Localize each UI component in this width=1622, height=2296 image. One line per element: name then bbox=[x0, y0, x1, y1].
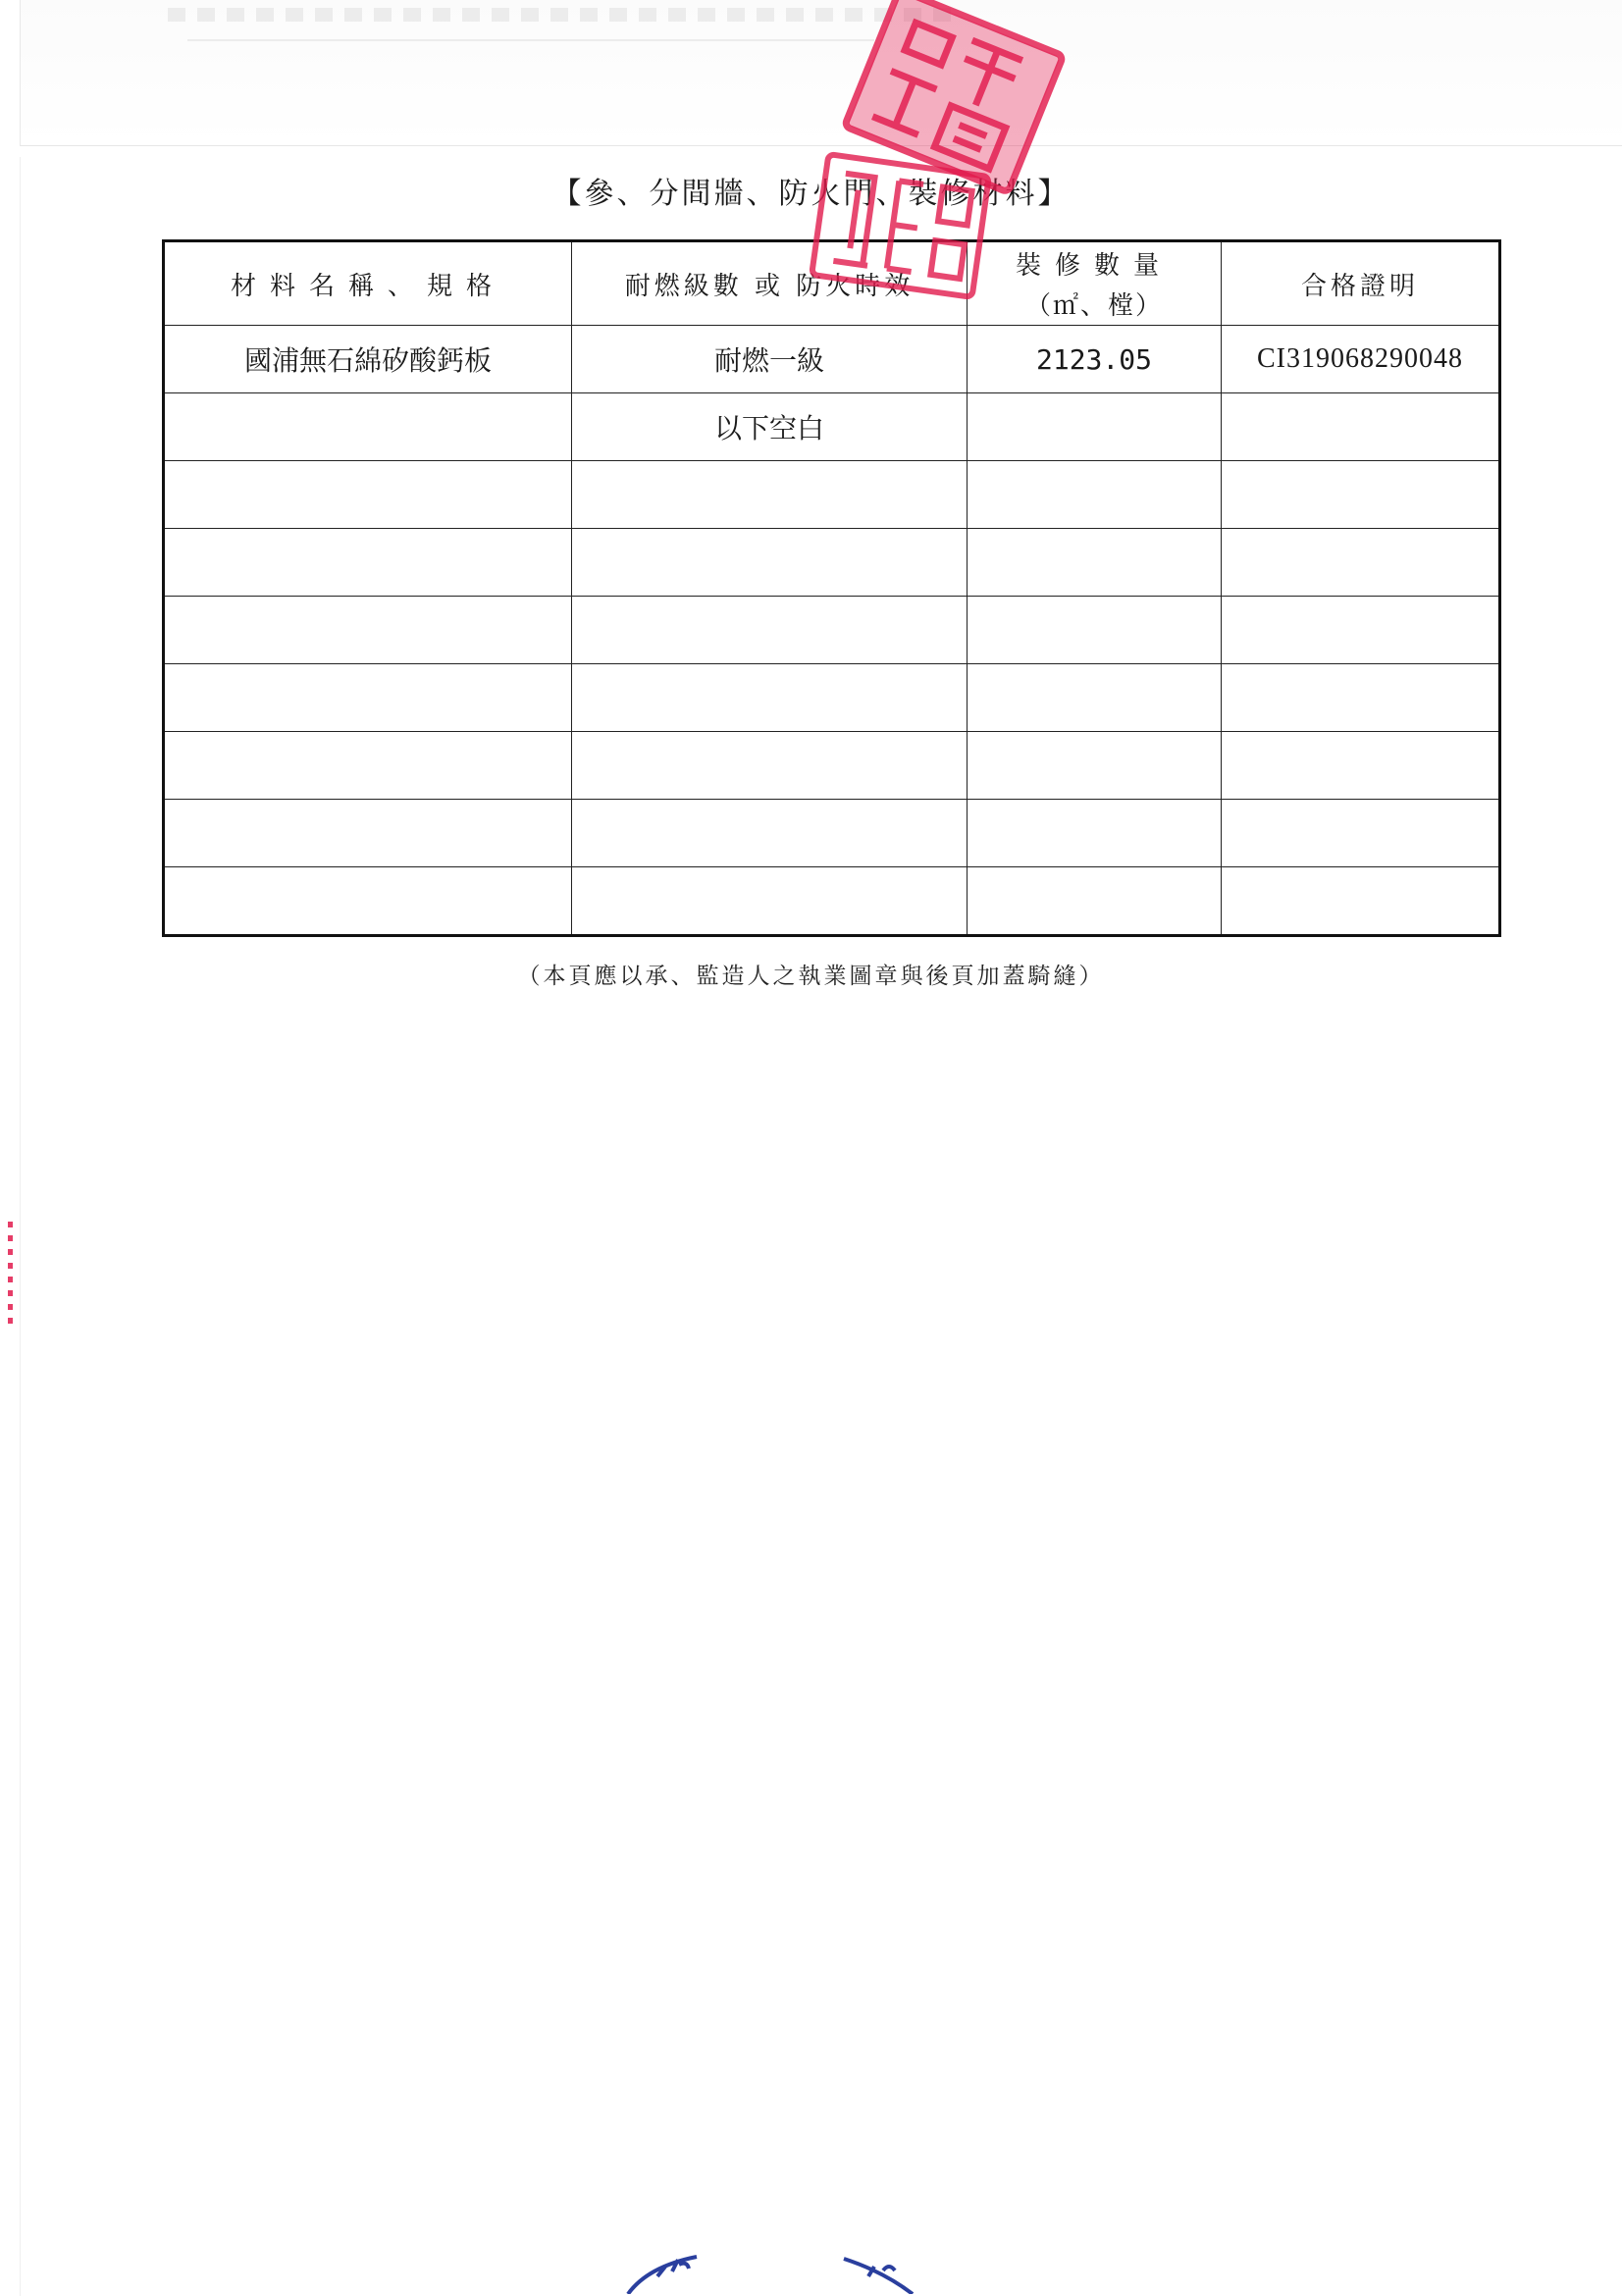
header-fire-rating: 耐燃級數 或 防火時效 bbox=[572, 241, 968, 326]
cell-material: 國浦無石綿矽酸鈣板 bbox=[164, 326, 572, 393]
table-row bbox=[164, 461, 1500, 529]
left-page-edge bbox=[0, 157, 21, 2296]
table-row bbox=[164, 664, 1500, 732]
faint-scanned-text bbox=[168, 8, 953, 22]
header-certificate: 合格證明 bbox=[1222, 241, 1500, 326]
cell-quantity bbox=[968, 867, 1222, 936]
cell-certificate bbox=[1222, 800, 1500, 867]
cell-certificate bbox=[1222, 664, 1500, 732]
cell-quantity: 2123.05 bbox=[968, 326, 1222, 393]
materials-table-container bbox=[162, 239, 1498, 926]
blue-stamp-partial-icon bbox=[618, 2247, 952, 2294]
cell-material bbox=[164, 597, 572, 664]
cell-certificate bbox=[1222, 461, 1500, 529]
cell-quantity bbox=[968, 461, 1222, 529]
cell-fire-rating bbox=[572, 461, 968, 529]
cell-certificate bbox=[1222, 597, 1500, 664]
table-row bbox=[164, 867, 1500, 936]
scanned-page-edge bbox=[20, 0, 1622, 146]
cell-quantity bbox=[968, 732, 1222, 800]
cell-quantity bbox=[968, 597, 1222, 664]
table-row bbox=[164, 326, 1500, 393]
footnote: （本頁應以承、監造人之執業圖章與後頁加蓋騎縫） bbox=[517, 964, 1105, 989]
table-row bbox=[164, 732, 1500, 800]
cell-fire-rating: 耐燃一級 bbox=[572, 326, 968, 393]
cell-quantity bbox=[968, 800, 1222, 867]
cell-fire-rating bbox=[572, 664, 968, 732]
cell-material bbox=[164, 664, 572, 732]
cell-material bbox=[164, 529, 572, 597]
table-row bbox=[164, 529, 1500, 597]
header-quantity bbox=[968, 241, 1222, 326]
cell-fire-rating bbox=[572, 732, 968, 800]
cell-certificate bbox=[1222, 529, 1500, 597]
table-row bbox=[164, 597, 1500, 664]
cell-fire-rating: 以下空白 bbox=[572, 393, 968, 461]
header-quantity-line1: 裝修數量 bbox=[1015, 251, 1173, 281]
cell-material bbox=[164, 732, 572, 800]
cell-fire-rating bbox=[572, 800, 968, 867]
cell-quantity bbox=[968, 529, 1222, 597]
cell-fire-rating bbox=[572, 867, 968, 936]
cell-quantity bbox=[968, 393, 1222, 461]
cell-certificate bbox=[1222, 867, 1500, 936]
cell-material bbox=[164, 393, 572, 461]
cell-material bbox=[164, 461, 572, 529]
header-quantity-unit: （㎡、樘） bbox=[1024, 291, 1163, 321]
edge-seal-mark-icon bbox=[8, 1222, 13, 1330]
cell-material bbox=[164, 867, 572, 936]
table-row bbox=[164, 393, 1500, 461]
cell-certificate: CI319068290048 bbox=[1222, 326, 1500, 393]
cell-quantity bbox=[968, 664, 1222, 732]
cell-certificate bbox=[1222, 732, 1500, 800]
materials-table bbox=[162, 239, 1501, 937]
cell-fire-rating bbox=[572, 597, 968, 664]
table-header-row bbox=[164, 241, 1500, 326]
section-title: 【參、分間牆、防火門、裝修材料】 bbox=[551, 177, 1071, 211]
cell-material bbox=[164, 800, 572, 867]
table-row bbox=[164, 800, 1500, 867]
faint-scanned-line bbox=[187, 39, 874, 41]
header-material: 材料名稱、規格 bbox=[164, 241, 572, 326]
cell-fire-rating bbox=[572, 529, 968, 597]
cell-certificate bbox=[1222, 393, 1500, 461]
